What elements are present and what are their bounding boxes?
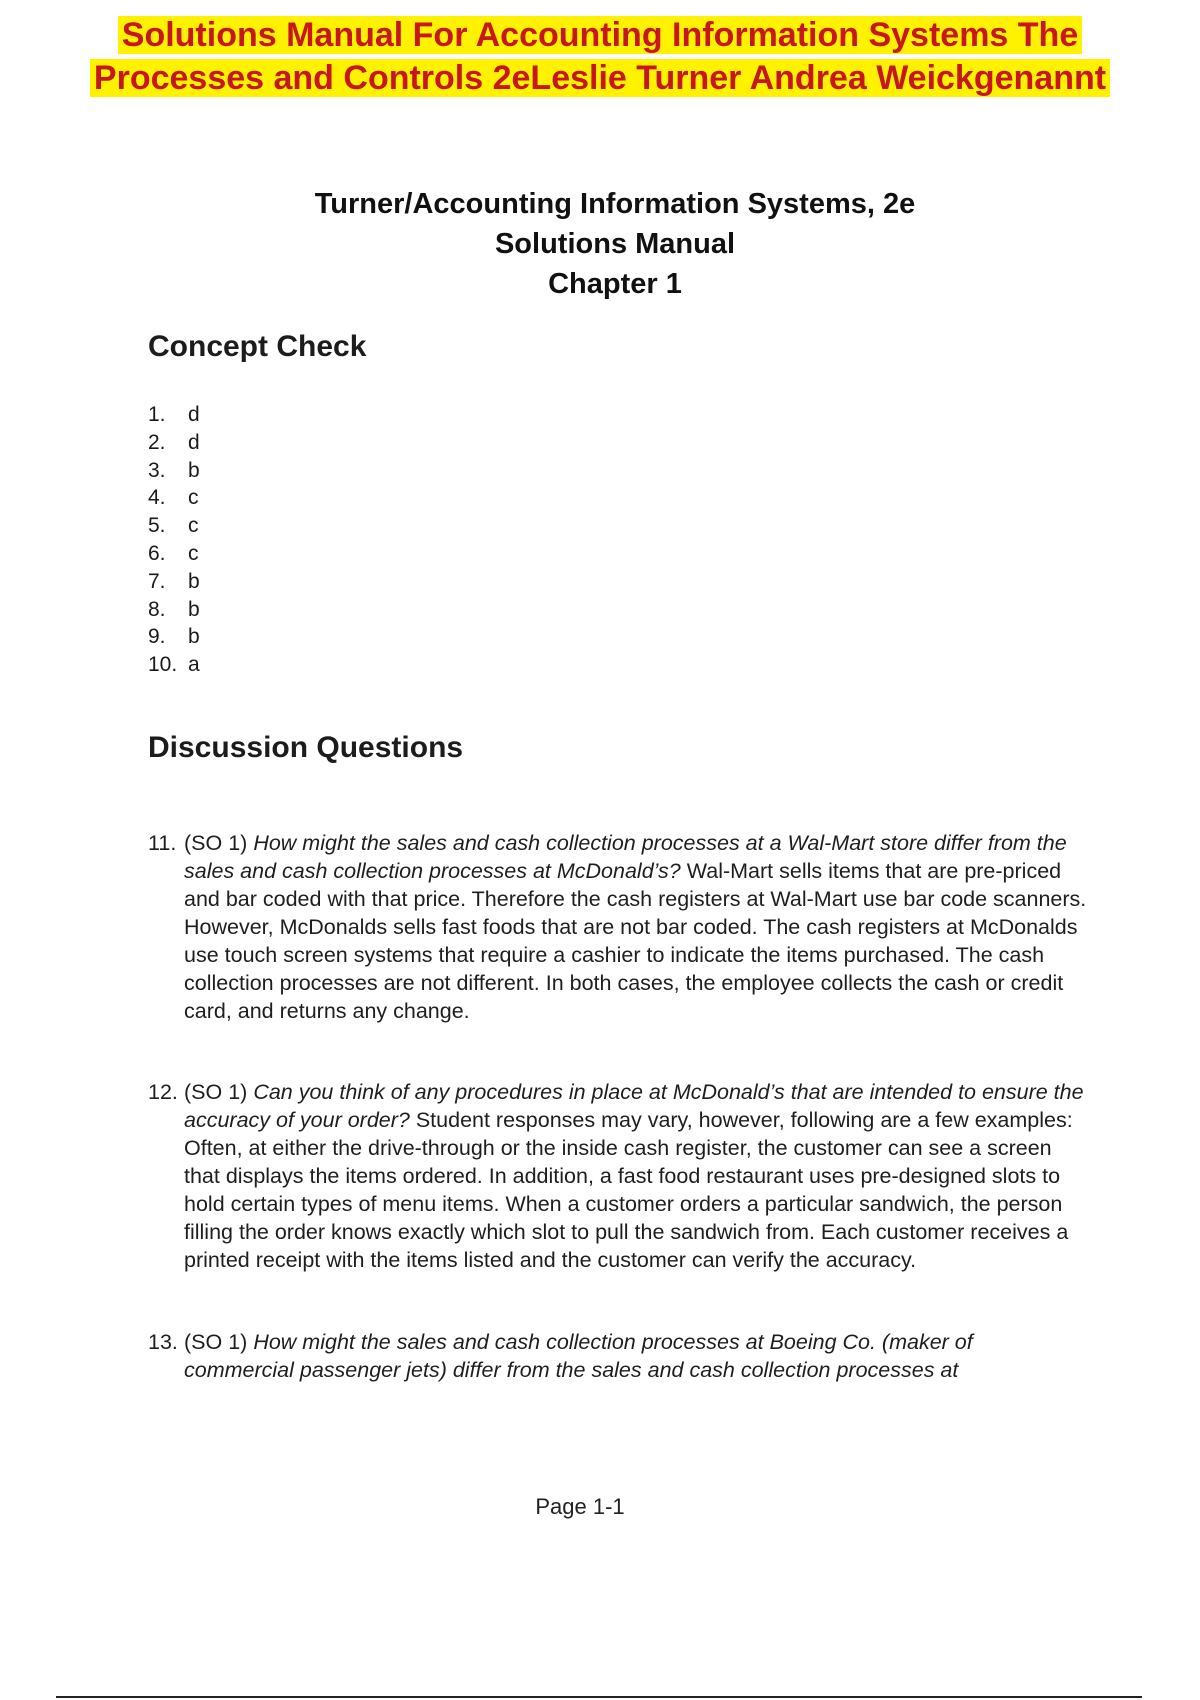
list-item	[148, 401, 200, 429]
answer-letter: c	[188, 514, 199, 538]
list-item	[148, 651, 200, 679]
question-number: 13.	[148, 1330, 178, 1354]
banner-line-2: Processes and Controls 2eLeslie Turner Andrea Weickgenannt	[90, 59, 1110, 97]
answer-number: 9.	[148, 625, 166, 649]
study-objective: (SO 1)	[184, 1330, 248, 1354]
header-book-title: Turner/Accounting Information Systems, 2e	[314, 188, 916, 220]
banner-line-1: Solutions Manual For Accounting Information Systems The	[118, 16, 1082, 54]
discussion-question-13	[148, 1328, 1088, 1384]
discussion-questions-heading: Discussion Questions	[148, 731, 464, 764]
answer-text: Student responses may vary, however, following are a few examples: Often, at either the drive-through or the inside cash register, the customer can see a screen that displays the items ordered. In addition, a fast food restaurant uses pre-designed slots to hold certain types of menu items. When a customer orders a particular sandwich, the person filling the order knows exactly which slot to pull the sandwich from. Each customer receives a printed receipt with the items listed and the customer can verify the accuracy.	[184, 1108, 1073, 1272]
list-item	[148, 429, 200, 457]
answer-number: 8.	[148, 597, 166, 621]
question-number: 11.	[148, 831, 177, 855]
answer-number: 4.	[148, 486, 166, 510]
study-objective: (SO 1)	[184, 1080, 248, 1104]
answer-letter: b	[188, 458, 200, 482]
question-number: 12.	[148, 1080, 178, 1104]
answer-number: 6.	[148, 541, 166, 565]
page-number: Page 1-1	[535, 1494, 625, 1519]
list-item	[148, 568, 200, 596]
question-body	[148, 1078, 1088, 1274]
question-body	[148, 829, 1088, 1025]
discussion-question-12	[148, 1078, 1088, 1274]
study-objective: (SO 1)	[184, 831, 248, 855]
answer-text: Wal-Mart sells items that are pre-priced and bar coded with that price. Therefore the cash registers at Wal-Mart use bar code scanners. However, McDonalds sells fast foods that are not bar coded. The cash registers at McDonalds use touch screen systems that require a cashier to indicate the items purchased. The cash collection processes are not different. In both cases, the employee collects the cash or credit card, and returns any change.	[184, 859, 1087, 1023]
question-body	[148, 1328, 1088, 1384]
header-manual-title: Solutions Manual	[494, 228, 736, 260]
list-item	[148, 623, 200, 651]
answer-letter: c	[188, 541, 199, 565]
bottom-divider	[56, 1696, 1142, 1698]
list-item	[148, 512, 200, 540]
answer-number: 5.	[148, 514, 166, 538]
concept-check-answer-list	[148, 401, 200, 679]
answer-letter: b	[188, 569, 200, 593]
question-text: How might the sales and cash collection processes at a Wal-Mart store differ from the sales and cash collection processes at McDonald’s?	[184, 831, 1067, 883]
header-chapter: Chapter 1	[548, 268, 682, 300]
answer-letter: a	[188, 653, 200, 677]
answer-letter: c	[188, 486, 199, 510]
answer-number: 2.	[148, 430, 166, 454]
list-item	[148, 596, 200, 624]
list-item	[148, 540, 200, 568]
answer-number: 1.	[148, 403, 166, 426]
question-text: How might the sales and cash collection processes at Boeing Co. (maker of commercial passenger jets) differ from the sales and cash collection processes at	[184, 1330, 973, 1382]
question-text: Can you think of any procedures in place at McDonald’s that are intended to ensure the accuracy of your order?	[184, 1080, 1084, 1132]
answer-letter: b	[188, 597, 200, 621]
answer-letter: d	[188, 403, 200, 426]
answer-number: 7.	[148, 569, 166, 593]
answer-letter: b	[188, 625, 200, 649]
answer-number: 10.	[148, 653, 178, 677]
list-item	[148, 457, 200, 485]
answer-number: 3.	[148, 458, 166, 482]
document-header	[0, 184, 1200, 304]
concept-check-heading: Concept Check	[148, 330, 367, 363]
title-banner	[0, 14, 1200, 100]
discussion-question-11	[148, 829, 1088, 1025]
list-item	[148, 484, 200, 512]
answer-letter: d	[188, 430, 200, 454]
